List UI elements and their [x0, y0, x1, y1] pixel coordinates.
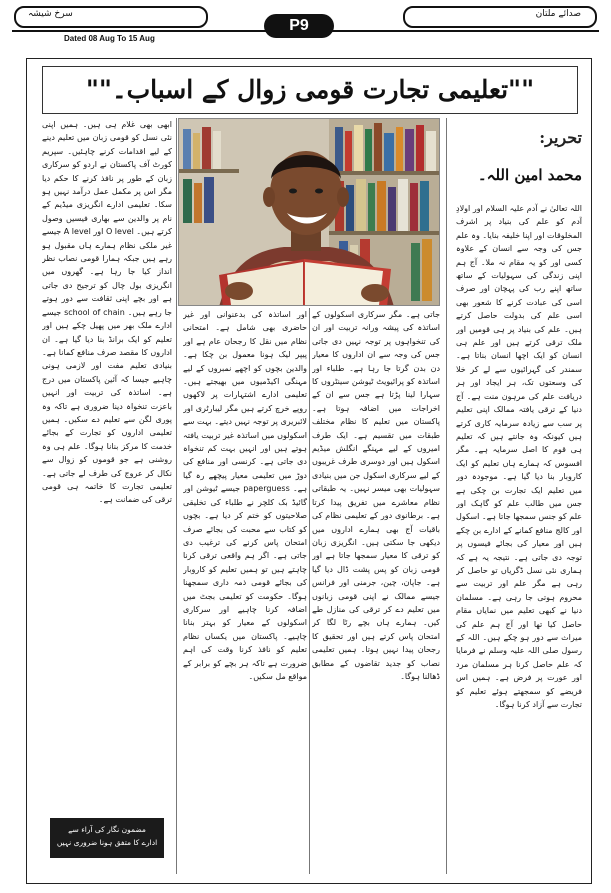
author-name: محمد امین اللہ۔	[477, 166, 582, 184]
column-divider	[446, 118, 447, 874]
disclaimer-line-1: مضمون نگار کی آراء سے	[68, 825, 146, 834]
article-photo	[178, 118, 440, 306]
column-divider	[309, 308, 310, 874]
masthead-left-ornament	[14, 6, 208, 28]
article-headline: ""تعلیمی تجارت قومی زوال کے اسباب۔""	[85, 75, 535, 104]
issue-date: Dated 08 Aug To 15 Aug	[64, 34, 155, 43]
disclaimer-box	[50, 818, 164, 858]
article-column-3: اور اساتذہ کی بدعنوانی اور غیر حاضری بھی شامل ہے۔ امتحانی نظام میں نقل کا رجحان عام ہے اور پیپر لیک ہونا معمول بن چکا ہے۔ والدین بچوں کو اچھے نمبروں کے لیے مہنگی اکیڈمیوں میں بھیجتے ہیں۔ تعلیمی ادارے اشتہارات پر لاکھوں روپے خرچ کرتے ہیں مگر لیبارٹری اور لائبریری پر توجہ نہیں دیتے۔ بہت سے اسکولوں میں اساتذہ غیر تربیت یافتہ ہوتے ہیں اور انہیں بہت کم تنخواہ دی جاتی ہے۔ کرنسی اور منافع کی دوڑ میں تعلیمی معیار پیچھے رہ گیا ہے۔ paperguess جیسے ٹیوشن اور گائیڈ بک کلچر نے طلباء کی تخلیقی صلاحیتوں کو ختم کر دیا ہے۔ بچوں کو کتاب سے محبت کی بجائے صرف امتحان پاس کرنے کی ترغیب دی جاتی ہے۔ اگر ہم واقعی ترقی کرنا چاہتے ہیں تو ہمیں تعلیم کو کاروبار کی بجائے قومی ذمہ داری سمجھنا ہوگا۔ حکومت کو تعلیمی بجٹ میں اضافہ کرنا چاہیے اور سرکاری اسکولوں کے معیار کو بہتر بنانا چاہیے۔ پاکستان میں یکساں نظام تعلیم کو نافذ کرنا وقت کی اہم ضرورت ہے تاکہ ہر بچے کو برابر کے مواقع مل سکیں۔	[183, 310, 307, 681]
article-column-2: جاتی ہے۔ مگر سرکاری اسکولوں کے اساتذہ کی پیشہ ورانہ تربیت اور ان کی تنخواہوں پر توجہ نہیں دی جاتی جس کی وجہ سے ان اداروں کا معیار دن بدن گرتا جا رہا ہے۔ طلباء اور اساتذہ کو پرائیویٹ ٹیوشن سینٹروں کا سہارا لینا پڑتا ہے جس سے ان کے اخراجات میں اضافہ ہوتا ہے۔ پاکستان میں تعلیم کا نظام مختلف طبقات میں تقسیم ہے۔ ایک طرف امیروں کے لیے مہنگے انگلش میڈیم اسکول ہیں اور دوسری طرف غریبوں کے لیے سرکاری اسکول جن میں بنیادی سہولیات بھی میسر نہیں۔ یہ طبقاتی نظام معاشرے میں تفریق پیدا کرتا ہے۔ برطانوی دور کے تعلیمی نظام کی باقیات آج بھی ہمارے اداروں میں دیکھی جا سکتی ہیں۔ انگریزی زبان کو ترقی کا معیار سمجھا جاتا ہے اور قومی زبان کو پس پشت ڈال دیا گیا ہے۔ جاپان، چین، جرمنی اور فرانس جیسے ممالک نے اپنی قومی زبانوں میں تعلیم دے کر ترقی کی منازل طے کیں۔ ہمارے ہاں بچے رٹا لگا کر امتحان پاس کرتے ہیں اور تحقیق کا رجحان پیدا نہیں ہوتا۔ ہمیں تعلیمی نصاب کو جدید تقاضوں کے مطابق ڈھالنا ہوگا۔	[312, 310, 440, 681]
boy-reading-illustration	[179, 119, 440, 306]
article-column-4: ابھی بھی غلام ہی ہیں۔ ہمیں اپنی نئی نسل کو قومی زبان میں تعلیم دینے کے لیے اقدامات کرنے چاہئیں۔ سپریم کورٹ آف پاکستان نے اردو کو سرکاری زبان کے طور پر نافذ کرنے کا حکم دیا مگر اس پر مکمل عمل درآمد نہیں ہو سکا۔ تعلیمی ادارے انگریزی میڈیم کے نام پر والدین سے بھاری فیسیں وصول کرتے ہیں۔ O level اور A level جیسے غیر ملکی نظام ہمارے ہاں مقبول ہو رہے ہیں جبکہ ہمارا قومی نصاب نظر انداز کیا جا رہا ہے۔ گھروں میں انگریزی بول چال کو ترجیح دی جاتی ہے اور بچے اپنی ثقافت سے دور ہوتے جا رہے ہیں۔ school of chain جیسے ادارے ملک بھر میں پھیل چکے ہیں اور تعلیم کو ایک برانڈ بنا دیا گیا ہے۔ ان اداروں کا مقصد صرف منافع کمانا ہے۔ بنیادی تعلیم مفت اور لازمی ہونی چاہیے جیسا کہ آئین پاکستان میں درج ہے۔ اساتذہ کی تربیت اور انہیں باعزت تنخواہ دینا ضروری ہے تاکہ وہ پوری لگن سے تعلیم دے سکیں۔ ہمیں تعلیمی اداروں کو تجارت کے بجائے خدمت کا مرکز بنانا ہوگا۔ علم ہی وہ روشنی ہے جو قوموں کو زوال سے نکال کر عروج کی طرف لے جاتی ہے۔ تعلیمی تجارت کا خاتمہ ہی قومی ترقی کی ضمانت ہے۔	[42, 120, 172, 505]
masthead-right-ornament	[403, 6, 597, 28]
page-header	[0, 0, 611, 46]
disclaimer-line-2: ادارے کا متفق ہونا ضروری نہیں	[56, 838, 158, 847]
page-number-badge: P9	[264, 14, 334, 38]
masthead-right-text: صدائے ملتان	[535, 9, 581, 19]
headline-box	[42, 66, 578, 114]
masthead-left-text: سرخ شیشہ	[28, 9, 73, 19]
byline-label: تحریر:	[539, 128, 582, 147]
article-column-1: اللہ تعالیٰ نے آدم علیہ السلام اور اولادِ آدم کو علم کی بنیاد پر اشرف المخلوقات اور اپنا خلیفہ بنایا۔ وہ علم جس کی وجہ سے انسان کے علاوہ کسی اور کو یہ مقام نہ ملا۔ آج ہم اپنی زندگی کی سہولیات کے ساتھ ساتھ اپنے رب کی پہچان اور صرف اسی کی عبادت کرنے کا شعور بھی اسی علم کی بدولت حاصل کرتے ہیں۔ علم کی بنیاد پر ہی قومیں اور ملک ترقی کرتے ہیں اور علم ہی انسان کو ایک اچھا انسان بناتا ہے۔ سمندر کی گہرائیوں سے لے کر خلا کی وسعتوں تک، ہر ایجاد اور ہر دریافت علم کی مرہون منت ہے۔ آج دنیا کے ترقی یافتہ ممالک اپنی تعلیم پر سب سے زیادہ سرمایہ کاری کرتے ہیں کیونکہ وہ جانتے ہیں کہ تعلیم ہی قوم کا اصل سرمایہ ہے۔ مگر افسوس کہ ہمارے ہاں تعلیم کو ایک کاروبار بنا دیا گیا ہے۔ موجودہ دور میں تعلیم ایک تجارت بن چکی ہے جس میں طالب علم کو گاہک اور علم کو جنس سمجھا جاتا ہے۔ اسکول اور کالج منافع کمانے کے ادارے بن چکے ہیں اور معیار کی بجائے فیسوں پر توجہ دی جاتی ہے۔ نتیجہ یہ ہے کہ ہماری نئی نسل ڈگریاں تو حاصل کر رہی ہے مگر علم اور تربیت سے محروم ہوتی جا رہی ہے۔ مسلمان دنیا نے کبھی تعلیم میں نمایاں مقام حاصل کیا تھا اور آج ہم علم کی میراث سے دور ہو چکے ہیں۔ اللہ کے رسول صلی اللہ علیہ وسلم نے فرمایا کہ علم حاصل کرنا ہر مسلمان مرد اور عورت پر فرض ہے۔ ہمیں اس فریضے کو سمجھتے ہوئے تعلیم کو تجارت سے آزاد کرنا ہوگا۔	[456, 204, 582, 710]
column-divider	[176, 118, 177, 874]
